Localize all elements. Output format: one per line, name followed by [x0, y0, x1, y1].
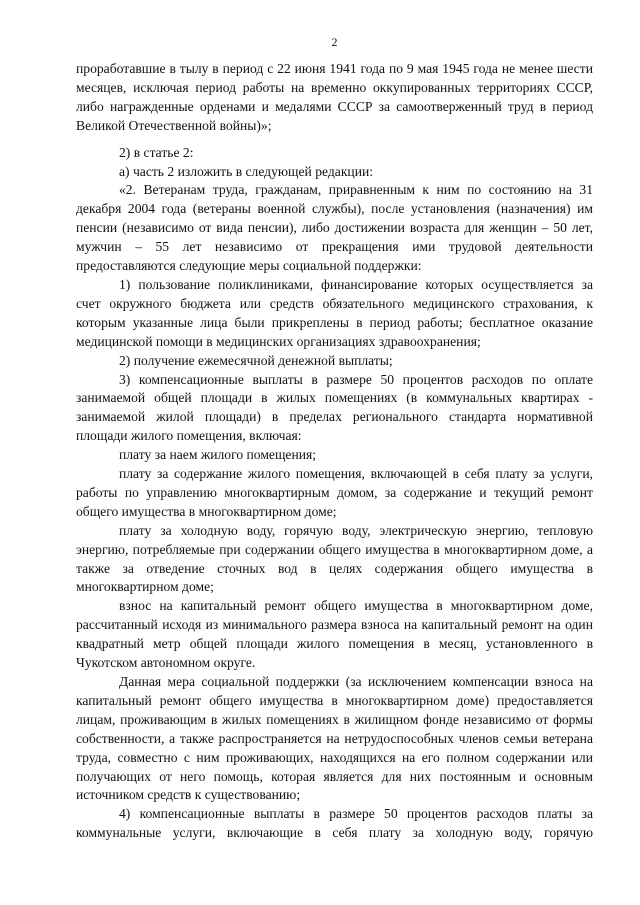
paragraph: плату за наем жилого помещения; [119, 447, 317, 463]
paragraph: 3) компенсационные выплаты в размере 50 процентов расходов по оплате занимаемой общей площади в жилых помещениях (в коммунальных квартирах - занимаемой жилой площади) в пределах регионального стандарта нормативной площади жилого помещения, включая: [76, 371, 593, 444]
paragraph: проработавшие в тылу в период с 22 июня 1941 года по 9 мая 1945 года не менее шести месяцев, исключая период работы на временно оккупированных территориях СССР, либо награжденные орденами и медалями СССР за самоотверженный труд в период Великой Отечественной войны)»; [76, 61, 593, 133]
paragraph: 4) компенсационные выплаты в размере 50 процентов расходов платы за коммунальные услуги, включающие в себя плату за холодную воду, горячую [76, 806, 593, 841]
paragraph: взнос на капитальный ремонт общего имущества в многоквартирном доме, рассчитанный исходя из минимального размера взноса на капитальный ремонт на один квадратный метр общей площади жилого помещения в месяц, установленного в Чукотском автономном округе. [76, 598, 593, 671]
paragraph: плату за содержание жилого помещения, включающей в себя плату за услуги, работы по управлению многоквартирным домом, за содержание и текущий ремонт общего имущества в многоквартирном доме; [76, 466, 593, 519]
paragraph: а) часть 2 изложить в следующей редакции: [119, 163, 374, 179]
paragraph: Данная мера социальной поддержки (за исключением компенсации взноса на капитальный ремонт общего имущества в многоквартирном доме) предоставляется лицам, проживающим в жилых помещениях в жилищном фонде независимо от формы собственности, а также распространяется на нетрудоспособных членов семьи ветерана труда, совместно с ним проживающих, находящихся на его полном содержании или получающих от него помощь, которая является для них постоянным и основным источником средств к существованию; [76, 674, 593, 803]
page-number: 2 [331, 35, 338, 49]
paragraph: 2) получение ежемесячной денежной выплаты; [119, 352, 393, 368]
paragraph: «2. Ветеранам труда, гражданам, приравненным к ним по состоянию на 31 декабря 2004 года (ветераны военной службы), после установления (назначения) им пенсии (независимо от вида пенсии), либо достижении возраста для женщин – 50 лет, мужчин – 55 лет независимо от прекращения ими трудовой деятельности предоставляются следующие меры социальной поддержки: [76, 182, 593, 274]
document-body [76, 60, 593, 843]
paragraph: 1) пользование поликлиниками, финансирование которых осуществляется за счет окружного бюджета или средств обязательного медицинского страхования, к которым указанные лица были прикреплены в период работы; бесплатное оказание медицинской помощи в медицинских организациях здравоохранения; [76, 276, 593, 349]
paragraph: плату за холодную воду, горячую воду, электрическую энергию, тепловую энергию, потребляемые при содержании общего имущества в многоквартирном доме, а также за отведение сточных вод в целях содержания общего имущества в многоквартирном доме; [76, 522, 593, 595]
paragraph: 2) в статье 2: [119, 144, 194, 160]
